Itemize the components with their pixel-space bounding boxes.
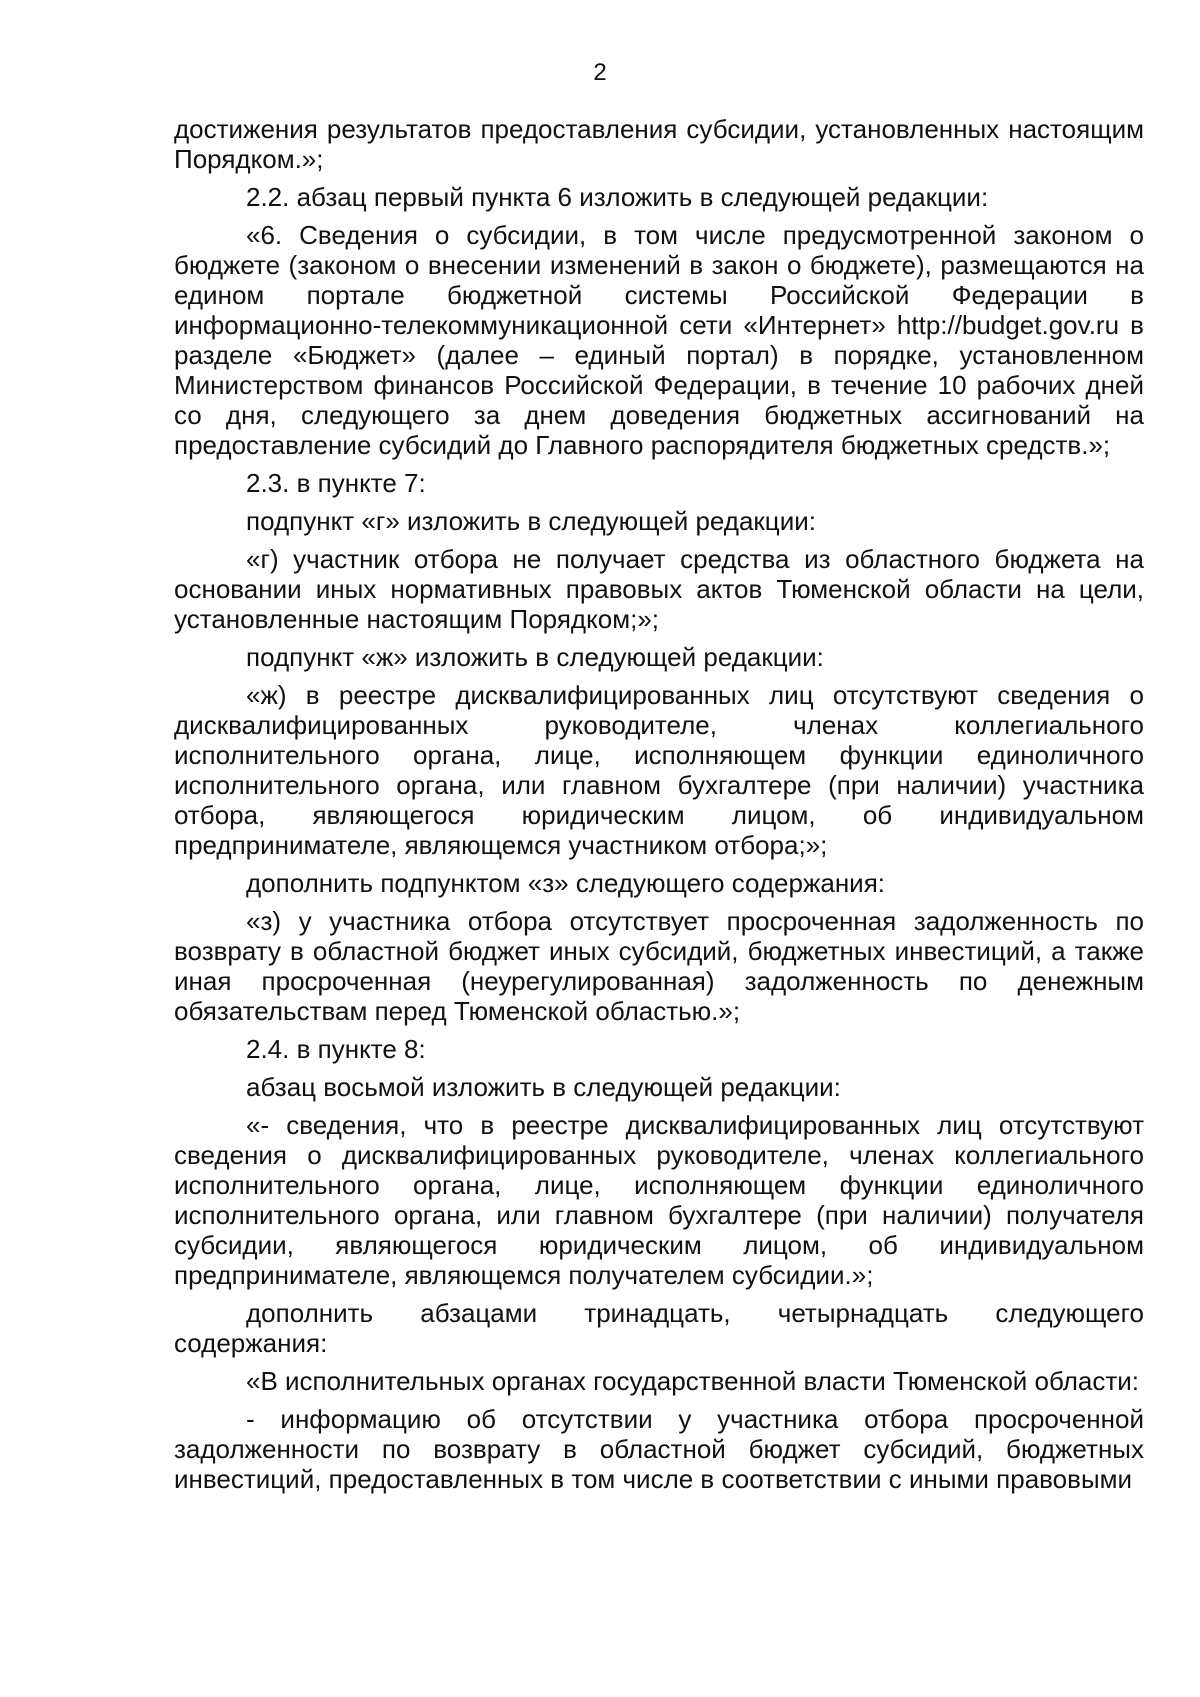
paragraph-point-6: «6. Сведения о субсидии, в том числе предусмотренной законом о бюджете (законом о внесении изменений в закон о бюджете), размещаются на едином портале бюджетной системы Российской Федерации в информационно-телекоммуникационной сети «Интернет» http://budget.gov.ru в разделе «Бюджет» (далее – единый портал) в порядке, установленном Министерством финансов Российской Федерации, в течение 10 рабочих дней со дня, следующего за днем доведения бюджетных ассигнований на предоставление субсидий до Главного распорядителя бюджетных средств.»; — [174, 220, 1144, 460]
paragraph-subpoint-g-intro: подпункт «г» изложить в следующей редакции: — [246, 506, 816, 536]
paragraph-add-intro: дополнить абзацами тринадцать, четырнадцать следующего содержания: — [174, 1298, 1144, 1358]
paragraph-subpoint-z-intro: дополнить подпунктом «з» следующего содержания: — [246, 868, 886, 898]
paragraph-2-2: 2.2. абзац первый пункта 6 изложить в следующей редакции: — [246, 182, 989, 212]
page-number: 2 — [593, 59, 607, 86]
paragraph-subpoint-z: «з) у участника отбора отсутствует просроченная задолженность по возврату в областной бюджет иных субсидий, бюджетных инвестиций, а также иная просроченная (неурегулированная) задолженность по денежным обязательствам перед Тюменской областью.»; — [174, 906, 1144, 1026]
paragraph-eighth: «- сведения, что в реестре дисквалифицированных лиц отсутствуют сведения о дисквалифицированных руководителе, членах коллегиального исполнительного органа, лице, исполняющем функции единоличного исполнительного органа, или главном бухгалтере (при наличии) получателя субсидии, являющегося юридическим лицом, об индивидуальном предпринимателе, являющемся получателем субсидии.»; — [174, 1110, 1144, 1290]
paragraph-continuation: достижения результатов предоставления субсидии, установленных настоящим Порядком.»; — [174, 114, 1144, 174]
paragraph-2-4: 2.4. в пункте 8: — [246, 1034, 426, 1064]
paragraph-subpoint-g: «г) участник отбора не получает средства из областного бюджета на основании иных нормативных правовых актов Тюменской области на цели, установленные настоящим Порядком;»; — [174, 544, 1144, 634]
paragraph-information: - информацию об отсутствии у участника отбора просроченной задолженности по возврату в областной бюджет субсидий, бюджетных инвестиций, предоставленных в том числе в соответствии с иными правовыми — [174, 1404, 1144, 1494]
paragraph-subpoint-zh-intro: подпункт «ж» изложить в следующей редакции: — [246, 642, 824, 672]
paragraph-executive-bodies: «В исполнительных органах государственной власти Тюменской области: — [246, 1366, 1140, 1396]
document-body — [174, 114, 1144, 1502]
paragraph-2-3: 2.3. в пункте 7: — [246, 468, 426, 498]
paragraph-subpoint-zh: «ж) в реестре дисквалифицированных лиц отсутствуют сведения о дисквалифицированных руководителе, членах коллегиального исполнительного органа, лице, исполняющем функции единоличного исполнительного органа, или главном бухгалтере (при наличии) участника отбора, являющегося юридическим лицом, об индивидуальном предпринимателе, являющемся участником отбора;»; — [174, 680, 1144, 860]
paragraph-eighth-intro: абзац восьмой изложить в следующей редакции: — [246, 1072, 841, 1102]
